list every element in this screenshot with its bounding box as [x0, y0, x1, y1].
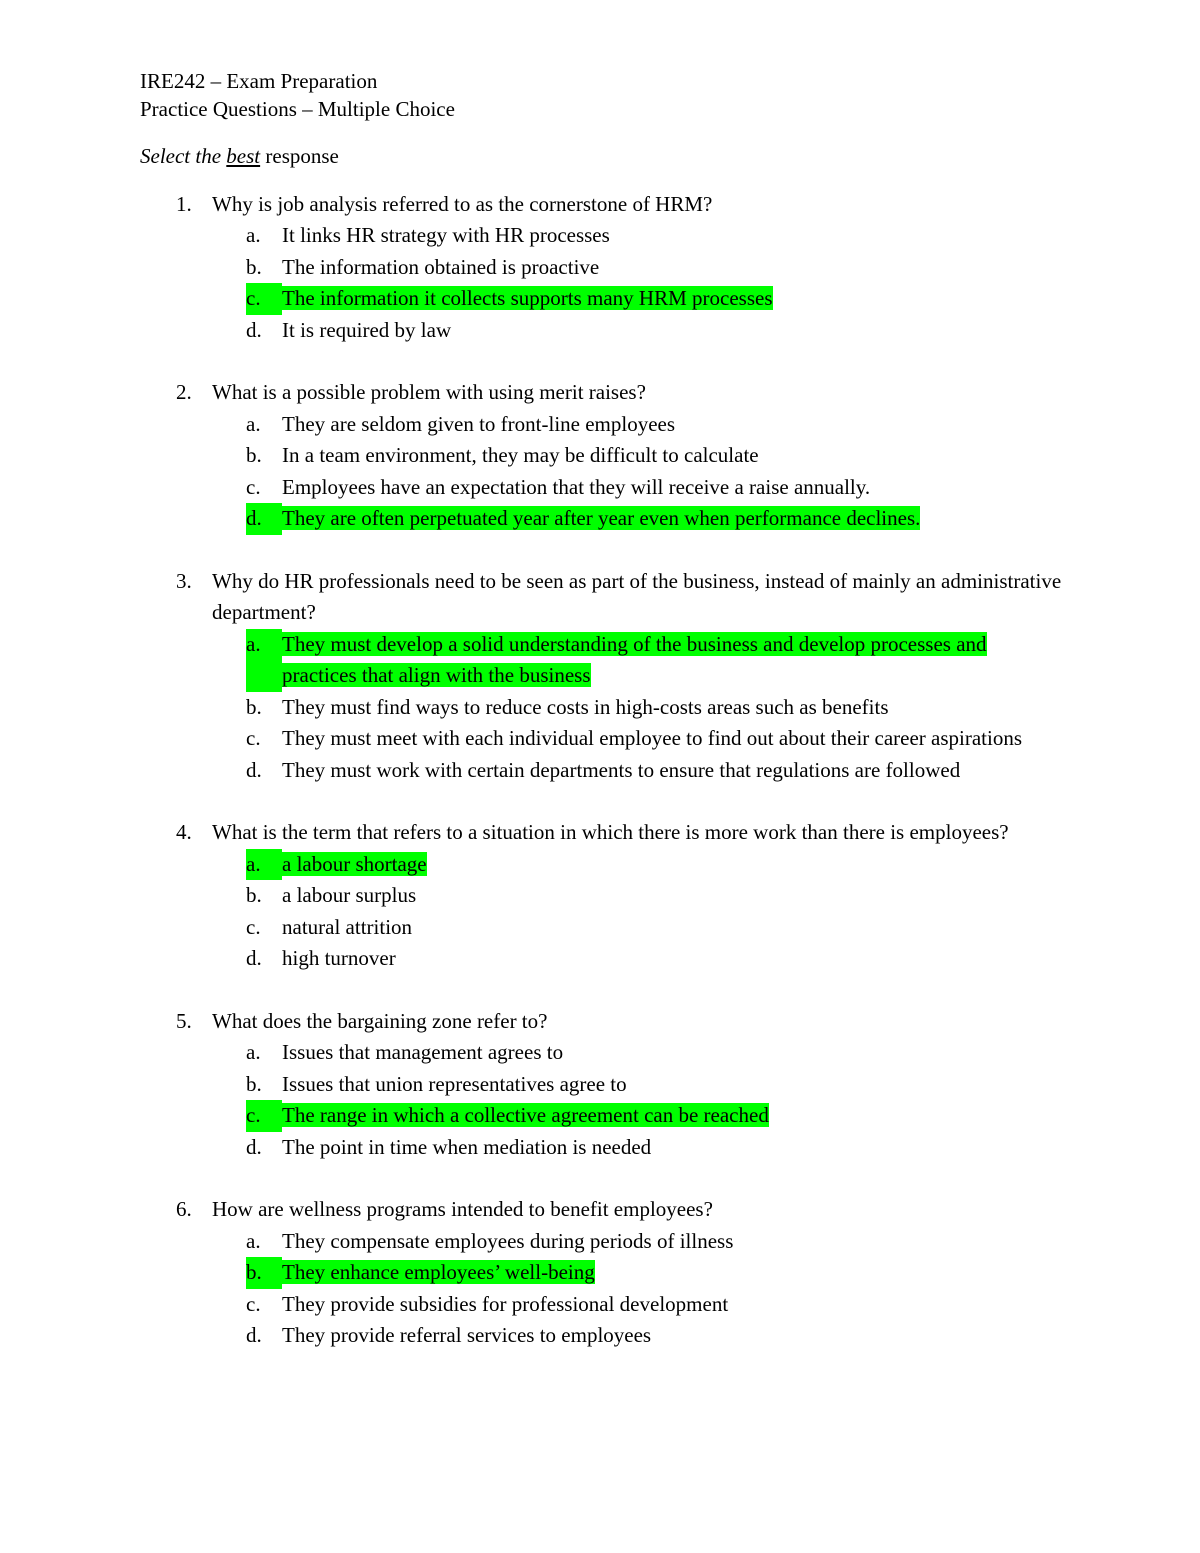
option-text-wrap	[282, 943, 1070, 975]
option-text: Issues that union representatives agree to	[282, 1071, 627, 1096]
option-letter: b.	[246, 443, 262, 467]
option-text: In a team environment, they may be difficult to calculate	[282, 443, 759, 467]
question-text: What is the term that refers to a situation in which there is more work than there is employees?	[212, 820, 1009, 844]
option-text-wrap	[282, 1037, 1070, 1069]
answer-option	[212, 1320, 1070, 1352]
option-letter: a.	[246, 223, 261, 247]
option-text: a labour shortage	[282, 851, 427, 876]
option-letter: d.	[246, 1323, 262, 1347]
option-letter: d.	[246, 317, 262, 342]
option-text-wrap	[282, 472, 1070, 504]
option-letter: a.	[246, 1040, 261, 1064]
option-text-wrap	[282, 1320, 1070, 1352]
option-text-wrap	[282, 1257, 1070, 1289]
option-letter: c.	[246, 283, 282, 315]
question-item	[140, 566, 1070, 787]
question-number-cell	[140, 1006, 212, 1164]
question-number-cell	[140, 817, 212, 975]
option-letter: d.	[246, 946, 262, 970]
option-text-wrap	[282, 1132, 1070, 1164]
option-letter: d.	[246, 503, 282, 535]
document-title: IRE242 – Exam Preparation	[140, 69, 378, 93]
answer-option-correct	[212, 503, 1070, 535]
option-text: a labour surplus	[282, 883, 417, 907]
option-text: They must meet with each individual employee to find out about their career aspirations	[282, 726, 1023, 750]
question-item	[140, 817, 1070, 975]
question-body	[212, 189, 1070, 347]
instruction-part1: Select the	[140, 144, 227, 168]
question-body	[212, 1194, 1070, 1352]
option-text: They must find ways to reduce costs in high-costs areas such as benefits	[282, 694, 889, 719]
document-subtitle: Practice Questions – Multiple Choice	[140, 96, 455, 121]
answer-option-correct	[212, 1257, 1070, 1289]
option-text-wrap	[282, 1069, 1070, 1101]
question-text: What is a possible problem with using merit raises?	[212, 380, 646, 404]
option-text-wrap	[282, 283, 1070, 315]
question-number-cell	[140, 566, 212, 787]
question-spacer	[140, 346, 1070, 377]
answer-options	[212, 849, 1070, 975]
option-text-wrap	[282, 755, 1070, 787]
option-letter: c.	[246, 474, 261, 499]
option-text-wrap	[282, 723, 1070, 755]
option-text: The range in which a collective agreement can be reached	[282, 1103, 769, 1127]
option-text: They are seldom given to front-line employees	[282, 411, 676, 436]
option-letter: b.	[246, 694, 262, 719]
option-text: It links HR strategy with HR processes	[282, 223, 610, 247]
answer-option	[212, 723, 1070, 755]
question-item	[140, 377, 1070, 535]
answer-option	[212, 1289, 1070, 1321]
question-item	[140, 1194, 1070, 1352]
answer-option-correct	[212, 1100, 1070, 1132]
option-text-wrap	[282, 912, 1070, 944]
question-number-cell	[140, 189, 212, 347]
answer-option-correct	[212, 629, 1070, 692]
option-letter: d.	[246, 757, 262, 782]
option-text-wrap	[282, 849, 1070, 881]
question-body	[212, 1006, 1070, 1164]
option-letter: b.	[246, 1257, 282, 1289]
answer-option	[212, 440, 1070, 472]
option-text-wrap	[282, 1289, 1070, 1321]
option-text-wrap	[282, 692, 1070, 724]
option-letter: a.	[246, 1228, 261, 1253]
question-spacer	[140, 975, 1070, 1006]
answer-option	[212, 1037, 1070, 1069]
option-letter: c.	[246, 1291, 261, 1316]
option-text: high turnover	[282, 946, 396, 970]
document-content	[140, 68, 1070, 1352]
option-letter: b.	[246, 1071, 262, 1096]
option-text: natural attrition	[282, 914, 413, 939]
option-text: They compensate employees during periods of illness	[282, 1228, 734, 1253]
answer-options	[212, 220, 1070, 346]
option-letter: c.	[246, 726, 261, 750]
question-number: 2.	[176, 380, 192, 404]
answer-option	[212, 409, 1070, 441]
answer-option	[212, 755, 1070, 787]
option-text-wrap	[282, 629, 1070, 692]
option-text: Issues that management agrees to	[282, 1040, 564, 1064]
question-text: How are wellness programs intended to benefit employees?	[212, 1197, 713, 1221]
question-number: 3.	[176, 568, 192, 593]
answer-option-correct	[212, 283, 1070, 315]
question-number: 6.	[176, 1197, 192, 1221]
answer-option-correct	[212, 849, 1070, 881]
question-item	[140, 189, 1070, 347]
question-text: Why do HR professionals need to be seen as part of the business, instead of mainly an administrative department?	[212, 568, 1062, 624]
option-text-wrap	[282, 1226, 1070, 1258]
answer-option	[212, 220, 1070, 252]
answer-option	[212, 315, 1070, 347]
option-text: The point in time when mediation is needed	[282, 1134, 652, 1159]
question-list	[140, 189, 1070, 1352]
option-text: The information it collects supports many HRM processes	[282, 286, 773, 310]
option-text: They provide referral services to employees	[282, 1323, 652, 1347]
option-text: They are often perpetuated year after year even when performance declines.	[282, 506, 921, 530]
answer-option	[212, 1226, 1070, 1258]
option-letter: a.	[246, 629, 282, 692]
instruction-emphasis: best	[226, 144, 261, 168]
answer-option	[212, 1069, 1070, 1101]
option-text-wrap	[282, 1100, 1070, 1132]
question-spacer	[140, 786, 1070, 817]
option-text: They provide subsidies for professional development	[282, 1291, 729, 1316]
option-letter: b.	[246, 254, 262, 279]
option-text: They must develop a solid understanding of the business and develop processes and practices that align with the business	[282, 631, 987, 687]
option-text-wrap	[282, 503, 1070, 535]
answer-option	[212, 252, 1070, 284]
option-text-wrap	[282, 409, 1070, 441]
answer-option	[212, 692, 1070, 724]
question-body	[212, 377, 1070, 535]
instruction-part2: response	[260, 144, 339, 168]
question-number: 5.	[176, 1008, 192, 1033]
answer-options	[212, 409, 1070, 535]
question-number: 1.	[176, 191, 192, 216]
question-item	[140, 1006, 1070, 1164]
option-letter: b.	[246, 883, 262, 907]
option-text: They must work with certain departments to ensure that regulations are followed	[282, 757, 961, 782]
question-text: What does the bargaining zone refer to?	[212, 1008, 548, 1033]
option-text-wrap	[282, 880, 1070, 912]
question-spacer	[140, 535, 1070, 566]
option-text-wrap	[282, 252, 1070, 284]
answer-option	[212, 472, 1070, 504]
instruction-line	[140, 141, 1070, 173]
answer-option	[212, 912, 1070, 944]
option-text: They enhance employees’ well-being	[282, 1260, 595, 1284]
answer-options	[212, 629, 1070, 787]
option-text-wrap	[282, 440, 1070, 472]
option-text: Employees have an expectation that they will receive a raise annually.	[282, 474, 871, 499]
option-text-wrap	[282, 315, 1070, 347]
answer-option	[212, 1132, 1070, 1164]
question-body	[212, 817, 1070, 975]
answer-option	[212, 943, 1070, 975]
option-text: It is required by law	[282, 317, 452, 342]
answer-options	[212, 1037, 1070, 1163]
option-letter: a.	[246, 411, 261, 436]
answer-options	[212, 1226, 1070, 1352]
question-spacer	[140, 1163, 1070, 1194]
answer-option	[212, 880, 1070, 912]
option-letter: d.	[246, 1134, 262, 1159]
question-number-cell	[140, 377, 212, 535]
question-number-cell	[140, 1194, 212, 1352]
option-letter: c.	[246, 1100, 282, 1132]
option-text-wrap	[282, 220, 1070, 252]
question-number: 4.	[176, 820, 192, 844]
option-letter: c.	[246, 914, 261, 939]
option-letter: a.	[246, 849, 282, 881]
question-body	[212, 566, 1070, 787]
option-text: The information obtained is proactive	[282, 254, 600, 279]
question-text: Why is job analysis referred to as the cornerstone of HRM?	[212, 191, 713, 216]
